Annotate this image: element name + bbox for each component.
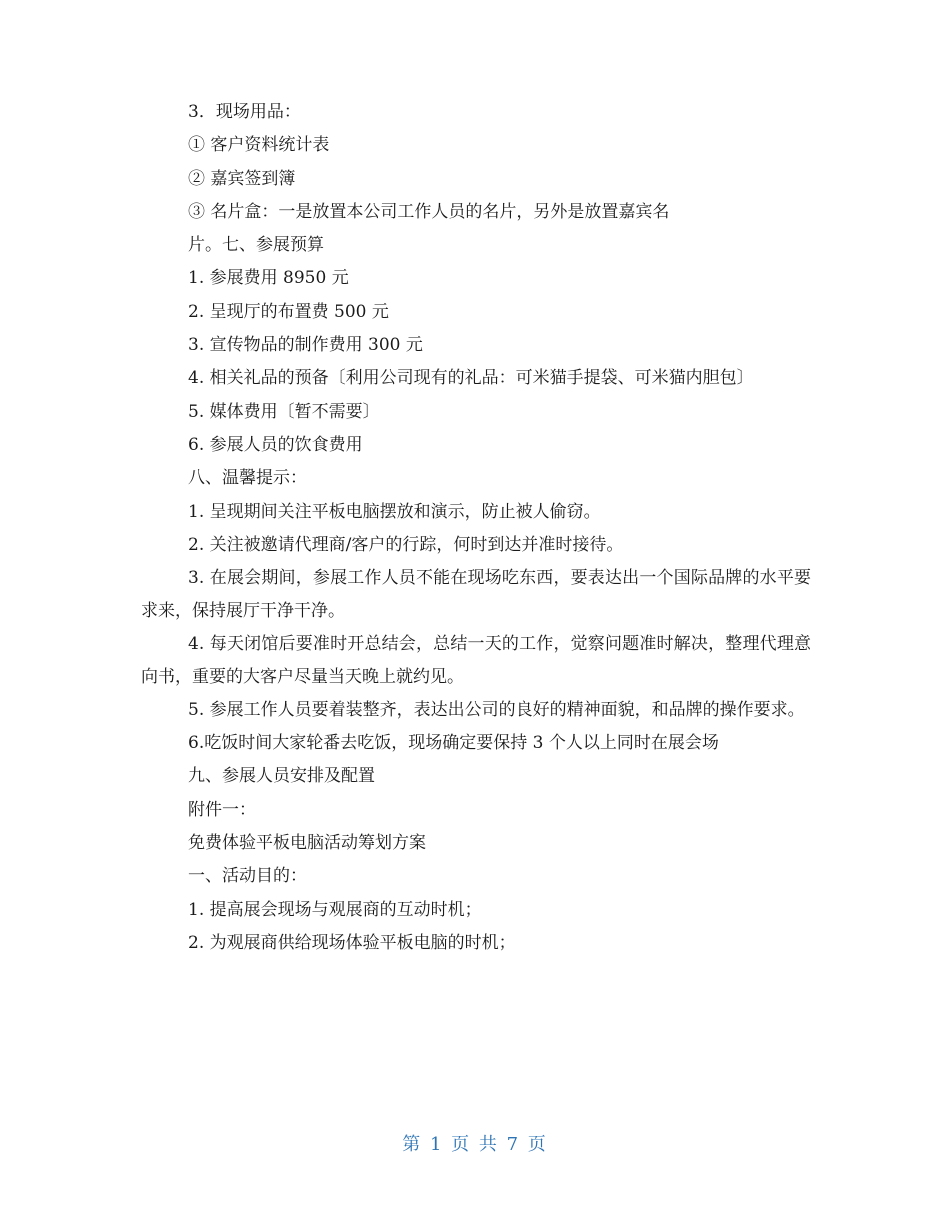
- text-line: 1. 参展费用 8950 元: [188, 268, 349, 289]
- text-line: 附件一：: [188, 799, 256, 820]
- text-line: ② 嘉宾签到簿: [188, 168, 296, 189]
- section-heading: 一、活动目的：: [188, 866, 307, 887]
- text-line: 6.吃饭时间大家轮番去吃饭，现场确定要保持 3 个人以上同时在展会场: [188, 733, 719, 754]
- text-line: 1. 提高展会现场与观展商的互动时机；: [188, 899, 482, 920]
- text-line: 2. 为观展商供给现场体验平板电脑的时机；: [188, 932, 516, 953]
- text-line: 5. 媒体费用〔暂不需要〕: [188, 401, 380, 422]
- paragraph: 4. 每天闭馆后要准时开总结会，总结一天的工作，觉察问题准时解决，整理代理意向书，重要的大客户尽量当天晚上就约见。: [141, 634, 811, 688]
- paragraph: 3. 在展会期间，参展工作人员不能在现场吃东西，要表达出一个国际品牌的水平要求来，保持展厅干净干净。: [141, 568, 811, 622]
- text-line: 1. 呈现期间关注平板电脑摆放和演示，防止被人偷窃。: [188, 501, 601, 522]
- text-line: 3. 宣传物品的制作费用 300 元: [188, 335, 423, 356]
- text-line: 2. 关注被邀请代理商/客户的行踪，何时到达并准时接待。: [188, 534, 624, 555]
- text-line: ① 客户资料统计表: [188, 135, 330, 156]
- page-number-footer: 第 1 页 共 7 页: [402, 1134, 548, 1155]
- paragraph: 5. 参展工作人员要着装整齐，表达出公司的良好的精神面貌，和品牌的操作要求。: [188, 700, 805, 721]
- text-line: 3．现场用品：: [188, 102, 301, 122]
- text-line: 片。七、参展预算: [188, 235, 324, 256]
- text-line: 免费体验平板电脑活动筹划方案: [188, 833, 426, 854]
- section-heading: 九、参展人员安排及配置: [188, 766, 375, 787]
- document-body: [141, 96, 811, 960]
- text-line: 6. 参展人员的饮食费用: [188, 434, 363, 455]
- text-line: 4. 相关礼品的预备〔利用公司现有的礼品：可米猫手提袋、可米猫内胆包〕: [188, 368, 754, 389]
- text-line: ③ 名片盒：一是放置本公司工作人员的名片，另外是放置嘉宾名: [188, 201, 670, 222]
- section-heading: 八、温馨提示：: [188, 468, 307, 489]
- text-line: 2. 呈现厅的布置费 500 元: [188, 301, 389, 322]
